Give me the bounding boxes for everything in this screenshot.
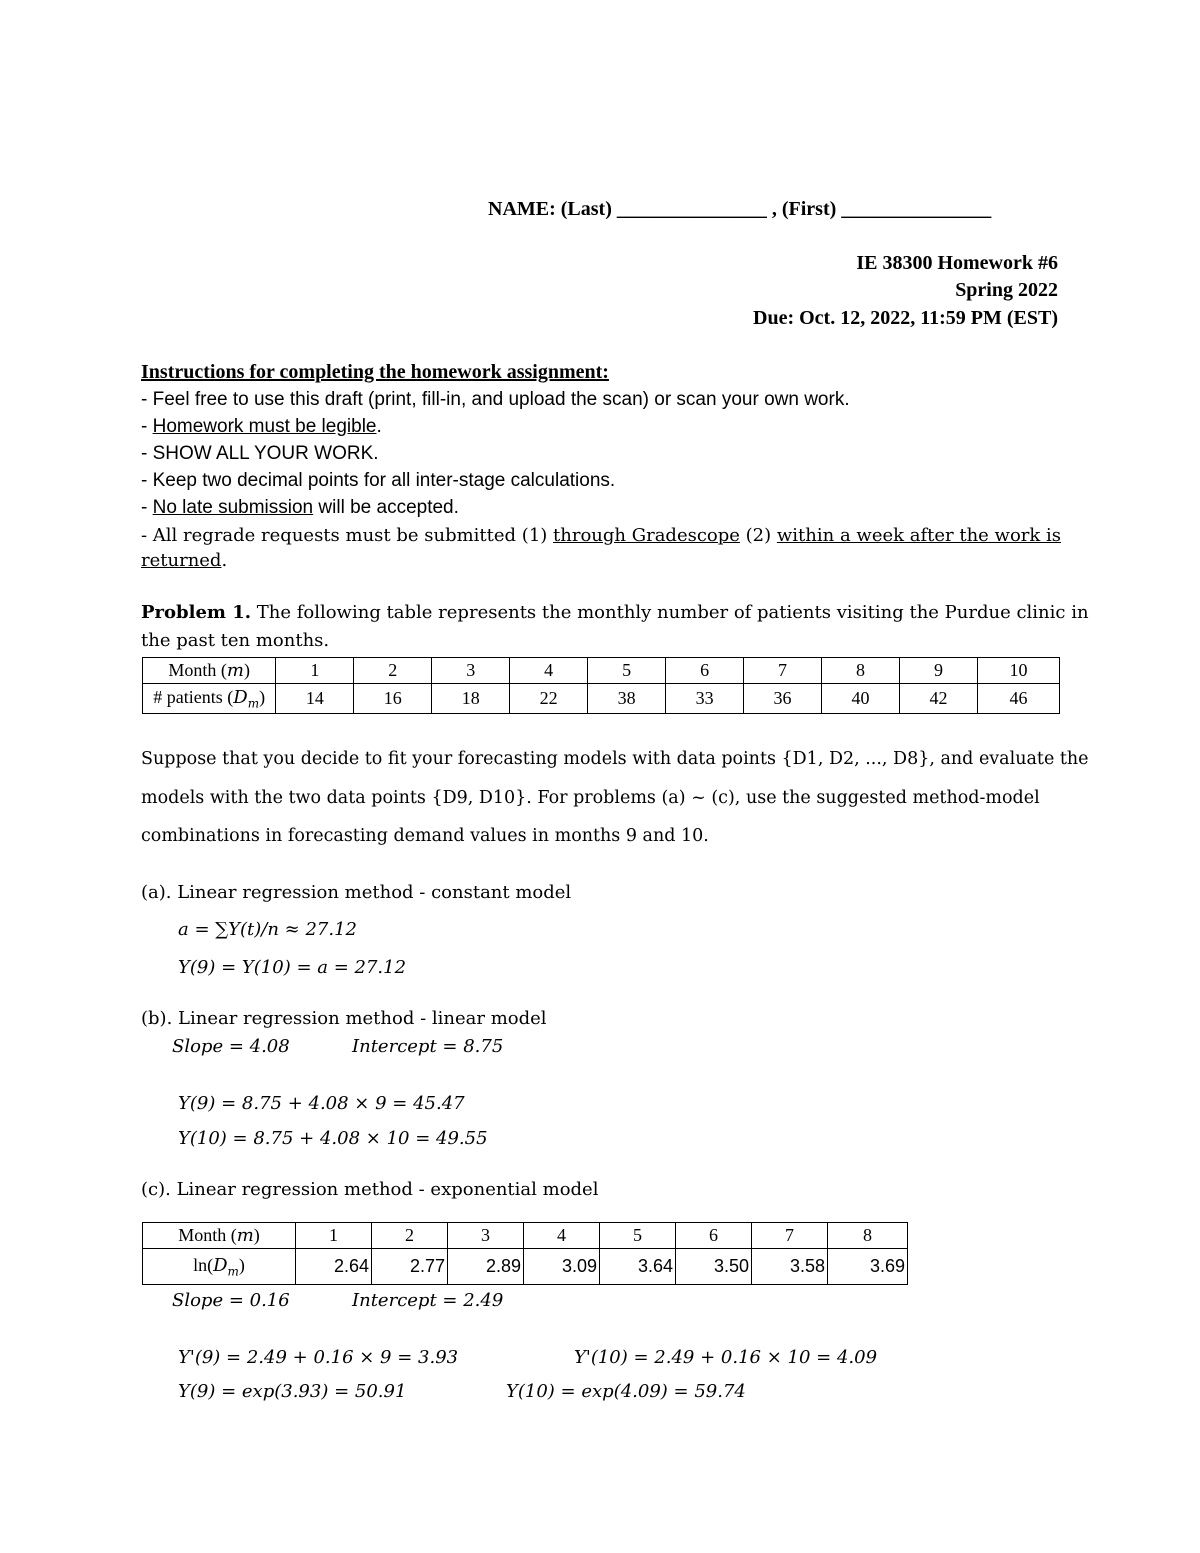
instruction-5-prefix: - <box>141 497 153 518</box>
patients-table-month-row <box>143 658 1060 684</box>
instruction-6-link-gradescope: through Gradescope <box>553 525 740 546</box>
month-cell: 1 <box>276 658 354 684</box>
month-cell: 3 <box>432 658 510 684</box>
ln-value-cell: 2.89 <box>448 1249 524 1285</box>
part-c-title: (c). Linear regression method - exponential model <box>141 1179 599 1200</box>
due-date: Due: Oct. 12, 2022, 11:59 PM (EST) <box>753 307 1058 329</box>
instruction-4: - Keep two decimal points for all inter-stage calculations. <box>141 470 616 491</box>
problem1-text-line1 <box>141 602 1089 623</box>
instruction-5 <box>141 497 459 519</box>
ln-month-cell: 7 <box>752 1223 828 1249</box>
instruction-2 <box>141 416 382 438</box>
month-header-cell: Month (m) <box>143 658 276 684</box>
ln-value-cell: 3.58 <box>752 1249 828 1285</box>
ln-month-cell: 3 <box>448 1223 524 1249</box>
ln-value-cell: 3.09 <box>524 1249 600 1285</box>
month-cell: 2 <box>354 658 432 684</box>
ln-month-cell: 2 <box>372 1223 448 1249</box>
instruction-5-suffix: will be accepted. <box>313 497 459 518</box>
ln-value-cell: 2.77 <box>372 1249 448 1285</box>
instructions-title: Instructions for completing the homework assignment: <box>141 361 609 383</box>
instruction-1: - Feel free to use this draft (print, fill-in, and upload the scan) or scan your own work. <box>141 389 850 410</box>
part-c-slope: Slope = 0.16 <box>172 1290 290 1311</box>
patients-cell: 33 <box>666 684 744 714</box>
month-cell: 6 <box>666 658 744 684</box>
ln-table <box>142 1222 908 1285</box>
patients-cell: 40 <box>822 684 900 714</box>
part-c-intercept: Intercept = 2.49 <box>352 1290 504 1311</box>
instruction-6-mid: (2) <box>739 525 777 546</box>
part-c-equation-1a: Y'(9) = 2.49 + 0.16 × 9 = 3.93 <box>178 1347 459 1368</box>
instruction-6 <box>141 525 1061 546</box>
month-cell: 4 <box>510 658 588 684</box>
ln-table-month-row <box>143 1223 908 1249</box>
instruction-5-emphasis: No late submission <box>152 497 314 518</box>
ln-value-cell: 3.50 <box>676 1249 752 1285</box>
part-b-equation-1: Y(9) = 8.75 + 4.08 × 9 = 45.47 <box>178 1093 465 1114</box>
patients-cell: 22 <box>510 684 588 714</box>
instruction-2-emphasis: Homework must be legible <box>152 416 377 437</box>
part-c-equation-2a: Y(9) = exp(3.93) = 50.91 <box>178 1381 407 1402</box>
part-a-title: (a). Linear regression method - constant model <box>141 882 572 903</box>
part-a-equation-1: a = ∑Y(t)/n ≈ 27.12 <box>178 919 357 940</box>
instruction-6-prefix: - All regrade requests must be submitted (1) <box>141 525 554 546</box>
instruction-7 <box>141 550 227 571</box>
problem1-label: Problem 1. <box>141 602 252 623</box>
part-a-equation-2: Y(9) = Y(10) = a = 27.12 <box>178 957 407 978</box>
part-b-equation-2: Y(10) = 8.75 + 4.08 × 10 = 49.55 <box>178 1128 488 1149</box>
ln-table-value-row <box>143 1249 908 1285</box>
part-b-intercept: Intercept = 8.75 <box>352 1036 504 1057</box>
part-b-title: (b). Linear regression method - linear model <box>141 1008 547 1029</box>
patients-cell: 42 <box>899 684 977 714</box>
month-cell: 10 <box>977 658 1059 684</box>
instruction-2-prefix: - <box>141 416 153 437</box>
part-b-slope: Slope = 4.08 <box>172 1036 290 1057</box>
ln-month-cell: 5 <box>600 1223 676 1249</box>
month-cell: 5 <box>588 658 666 684</box>
patients-cell: 46 <box>977 684 1059 714</box>
patients-cell: 18 <box>432 684 510 714</box>
ln-month-cell: 8 <box>828 1223 908 1249</box>
ln-value-cell: 2.64 <box>296 1249 372 1285</box>
instruction-7-suffix: . <box>221 550 228 571</box>
ln-value-cell: 3.64 <box>600 1249 676 1285</box>
ln-month-cell: 4 <box>524 1223 600 1249</box>
patients-cell: 14 <box>276 684 354 714</box>
course-title: IE 38300 Homework #6 <box>856 252 1058 274</box>
patients-header-cell: # patients $(D_m)$ <box>143 684 276 714</box>
month-cell: 9 <box>899 658 977 684</box>
ln-month-header-cell: Month (m) <box>143 1223 296 1249</box>
instruction-6-emphasis: within a week after the work is <box>776 525 1062 546</box>
ln-month-cell: 6 <box>676 1223 752 1249</box>
part-c-equation-2b: Y(10) = exp(4.09) = 59.74 <box>506 1381 746 1402</box>
ln-month-cell: 1 <box>296 1223 372 1249</box>
patients-cell: 36 <box>744 684 822 714</box>
problem1-para-line2: models with the two data points {D9, D10}. For problems (a) ~ (c), use the suggested method-model <box>141 788 1040 808</box>
instruction-7-emphasis: returned <box>141 550 222 571</box>
patients-cell: 16 <box>354 684 432 714</box>
instruction-2-suffix: . <box>376 416 382 437</box>
ln-value-cell: 3.69 <box>828 1249 908 1285</box>
patients-table <box>142 657 1060 714</box>
instruction-3: - SHOW ALL YOUR WORK. <box>141 443 379 464</box>
ln-header-cell: $\ln(D_m)$ <box>143 1249 296 1285</box>
part-c-equation-1b: Y'(10) = 2.49 + 0.16 × 10 = 4.09 <box>574 1347 878 1368</box>
month-cell: 7 <box>744 658 822 684</box>
patients-cell: 38 <box>588 684 666 714</box>
month-cell: 8 <box>822 658 900 684</box>
problem1-para-line1: Suppose that you decide to fit your forecasting models with data points {D1, D2, ..., D8}, and evaluate the <box>141 749 1089 769</box>
term: Spring 2022 <box>955 279 1058 301</box>
problem1-para-line3: combinations in forecasting demand values in months 9 and 10. <box>141 826 709 846</box>
name-line[interactable]: NAME: (Last) _______________ , (First) _______________ <box>488 198 992 220</box>
patients-table-count-row <box>143 684 1060 714</box>
problem1-text-line2: the past ten months. <box>141 630 330 651</box>
problem1-intro: The following table represents the monthly number of patients visiting the Purdue clinic in <box>251 602 1089 623</box>
